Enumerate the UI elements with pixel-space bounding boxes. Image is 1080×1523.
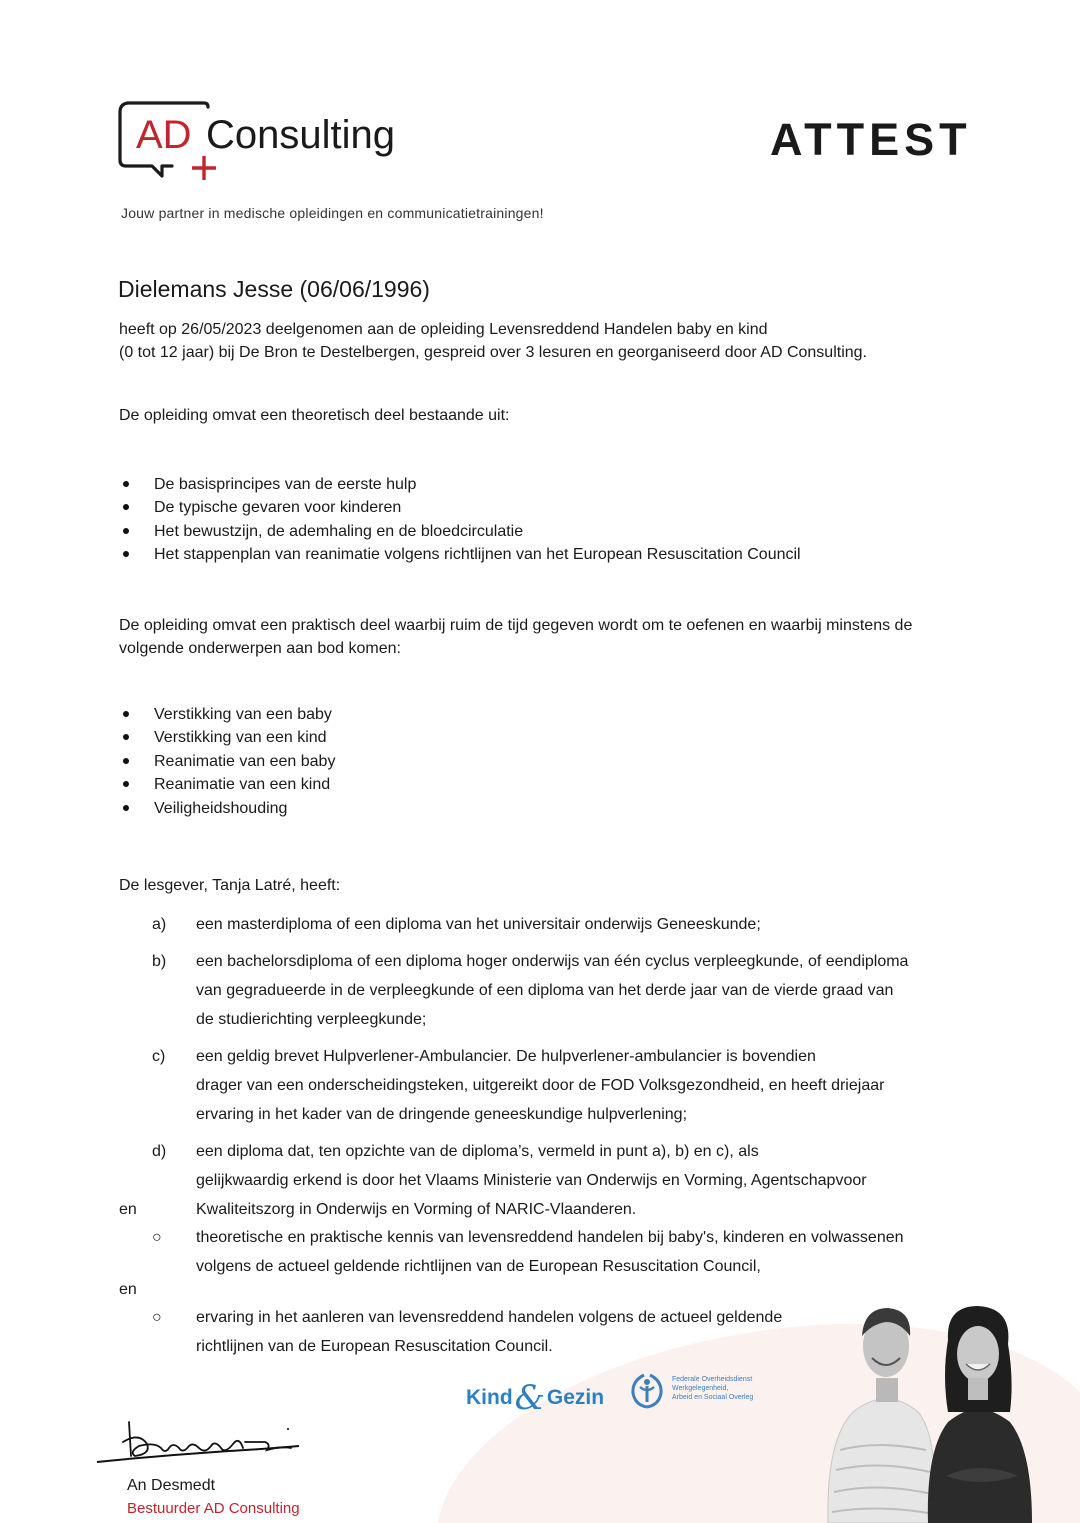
- signer-role: Bestuurder AD Consulting: [127, 1500, 300, 1517]
- instructor-requirements: [150, 910, 908, 1232]
- practice-heading: De opleiding omvat een praktisch deel waarbij ruim de tijd gegeven wordt om te oefenen en waarbij minstens de volgende onderwerpen aan bod komen:: [119, 617, 913, 657]
- intro-line-1: heeft op 26/05/2023 deelgenomen aan de opleiding Levensreddend Handelen baby en kind: [119, 321, 768, 338]
- bullet-icon: [123, 805, 129, 811]
- requirement-experience: [150, 1303, 782, 1369]
- document-title: ATTEST: [770, 114, 972, 165]
- list-item: Reanimatie van een kind: [119, 773, 335, 796]
- bullet-icon: [123, 711, 129, 717]
- handwritten-signature: [95, 1412, 305, 1472]
- signer-name: An Desmedt: [127, 1477, 216, 1494]
- list-item: Het stappenplan van reanimatie volgens richtlijnen van het European Resuscitation Council: [119, 543, 801, 566]
- bullet-icon: [123, 528, 129, 534]
- bullet-icon: [123, 734, 129, 740]
- trainers-photo: [818, 1300, 1080, 1523]
- requirement-d: d) een diploma dat, ten opzichte van de diploma’s, vermeld in punt a), b) en c), als gelijkwaardig erkend is door het Vlaams Ministerie van Onderwijs en Vorming, Agentschapvoor Kwaliteitszorg in Onderwijs en Vorming of NARIC-Vlaanderen.: [152, 1143, 867, 1218]
- bullet-icon: [123, 758, 129, 764]
- requirement-b: b) een bachelorsdiploma of een diploma hoger onderwijs van één cyclus verpleegkunde, of eendiploma van gegradueerde in de verpleegkunde of een diploma van het derde jaar van de vierde graad van de studierichting verpleegkunde;: [152, 953, 909, 1028]
- logo-text-ad: AD: [136, 113, 192, 157]
- conjunction-en-2: en: [119, 1281, 137, 1298]
- requirement-knowledge: [150, 1223, 904, 1289]
- kind-en-gezin-logo: Kind&Gezin: [466, 1378, 605, 1418]
- instructor-heading: De lesgever, Tanja Latré, heeft:: [119, 877, 341, 894]
- logo-text-consulting: Consulting: [206, 113, 396, 157]
- theory-heading: De opleiding omvat een theoretisch deel bestaande uit:: [119, 407, 510, 424]
- list-item: De typische gevaren voor kinderen: [119, 496, 801, 519]
- intro-paragraph: [119, 318, 959, 364]
- theory-list: [119, 473, 801, 567]
- intro-line-2: (0 tot 12 jaar) bij De Bron te Destelbergen, gespreid over 3 lesuren en georganiseerd door AD Consulting.: [119, 344, 867, 361]
- requirement-c: c) een geldig brevet Hulpverlener-Ambulancier. De hulpverlener-ambulancier is bovendien drager van een onderscheidingsteken, uitgereikt door de FOD Volksgezondheid, en heeft driejaar ervaring in het kader van de dringende geneeskundige hulpverlening;: [152, 1048, 885, 1123]
- fod-text: Federale Overheidsdienst Werkgelegenheid, Arbeid en Sociaal Overleg: [672, 1376, 754, 1401]
- tagline: Jouw partner in medische opleidingen en communicatietrainingen!: [121, 205, 544, 221]
- list-item: Veiligheidshouding: [119, 797, 335, 820]
- bullet-icon: [123, 781, 129, 787]
- list-item: Verstikking van een kind: [119, 726, 335, 749]
- list-item: Reanimatie van een baby: [119, 750, 335, 773]
- bullet-icon: [123, 481, 129, 487]
- ad-consulting-logo: [118, 100, 438, 184]
- bullet-icon: [123, 504, 129, 510]
- list-item: De basisprincipes van de eerste hulp: [119, 473, 801, 496]
- participant-name: Dielemans Jesse (06/06/1996): [118, 276, 430, 302]
- requirement-extra-1: ○ theoretische en praktische kennis van levensreddend handelen bij baby's, kinderen en volwassenen volgens de actueel geldende richtlijnen van de European Resuscitation Council,: [150, 1223, 904, 1281]
- requirement-a: a) een masterdiploma of een diploma van het universitair onderwijs Geneeskunde;: [152, 916, 761, 933]
- circle-bullet-icon: ○: [152, 1309, 162, 1326]
- list-item: Het bewustzijn, de ademhaling en de bloedcirculatie: [119, 520, 801, 543]
- list-item: Verstikking van een baby: [119, 703, 335, 726]
- practice-list: [119, 703, 335, 820]
- bullet-icon: [123, 551, 129, 557]
- fod-emblem-icon: [630, 1373, 664, 1409]
- circle-bullet-icon: ○: [152, 1229, 162, 1246]
- conjunction-en-1: en: [119, 1201, 137, 1218]
- requirement-extra-2: ○ ervaring in het aanleren van levensreddend handelen volgens de actueel geldende richtlijnen van de European Resuscitation Council.: [150, 1303, 782, 1361]
